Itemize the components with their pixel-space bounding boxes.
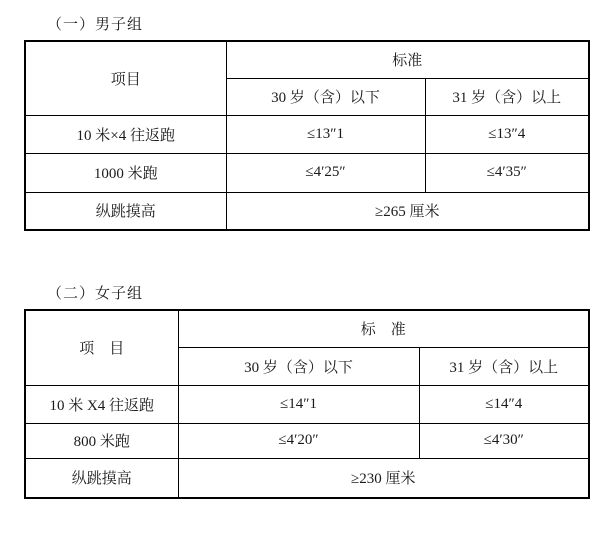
men-row-run-under: ≤4′25″: [226, 153, 425, 192]
women-row-run-item: 800 米跑: [25, 423, 178, 458]
women-row-run-under: ≤4′20″: [178, 423, 419, 458]
women-header-standard: 标 准: [178, 310, 589, 347]
table-row: [25, 458, 589, 498]
men-row-run-item: 1000 米跑: [25, 153, 226, 192]
men-standards-table: [24, 40, 590, 231]
men-row-shuttle-item: 10 米×4 往返跑: [25, 115, 226, 153]
men-header-age-under: 30 岁（含）以下: [226, 78, 425, 115]
table-row: [25, 153, 589, 192]
men-row-shuttle-over: ≤13″4: [425, 115, 589, 153]
men-row-shuttle-under: ≤13″1: [226, 115, 425, 153]
section-heading-men: （一）男子组: [47, 17, 144, 33]
women-header-age-over: 31 岁（含）以上: [419, 347, 589, 385]
table-row: [25, 192, 589, 230]
men-row-run-over: ≤4′35″: [425, 153, 589, 192]
men-row-jump-item: 纵跳摸高: [25, 192, 226, 230]
women-row-shuttle-over: ≤14″4: [419, 385, 589, 423]
women-header-item: 项 目: [25, 310, 178, 385]
men-row-jump-value: ≥265 厘米: [226, 192, 589, 230]
women-header-age-under: 30 岁（含）以下: [178, 347, 419, 385]
women-row-shuttle-item: 10 米 X4 往返跑: [25, 385, 178, 423]
women-standards-table: [24, 309, 590, 499]
men-header-age-over: 31 岁（含）以上: [425, 78, 589, 115]
women-row-run-over: ≤4′30″: [419, 423, 589, 458]
women-row-jump-value: ≥230 厘米: [178, 458, 589, 498]
men-header-standard: 标准: [226, 41, 589, 78]
men-header-item: 项目: [25, 41, 226, 115]
women-row-shuttle-under: ≤14″1: [178, 385, 419, 423]
section-heading-women: （二）女子组: [47, 286, 144, 302]
table-row: [25, 385, 589, 423]
table-row: [25, 115, 589, 153]
table-row: [25, 423, 589, 458]
women-row-jump-item: 纵跳摸高: [25, 458, 178, 498]
